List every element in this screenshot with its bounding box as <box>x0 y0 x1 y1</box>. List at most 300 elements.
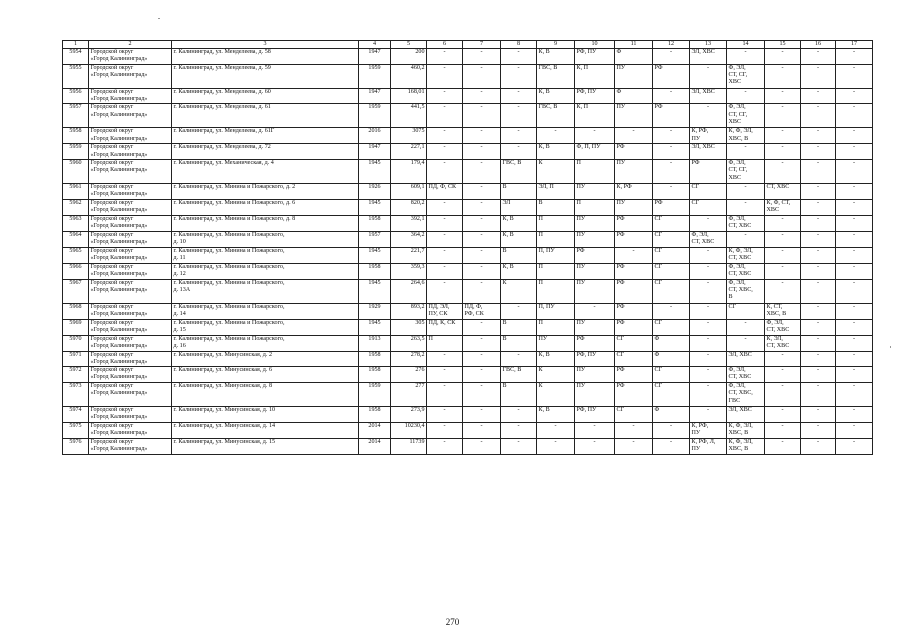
cell-col-1: 5968 <box>63 303 89 319</box>
cell-col-11: ПУ <box>615 159 653 183</box>
cell-col-9: - <box>537 438 575 454</box>
cell-col-10: К, П <box>575 104 615 128</box>
cell-col-15: - <box>765 407 801 423</box>
cell-col-11: СГ <box>615 407 653 423</box>
cell-col-10: Ф, П, ПУ <box>575 144 615 160</box>
cell-col-5: 277 <box>391 383 427 407</box>
cell-col-11: Ф <box>615 49 653 65</box>
cell-col-13: К, РФ, ПУ <box>690 422 727 438</box>
cell-col-4: 1958 <box>359 367 391 383</box>
cell-col-16: - <box>801 199 836 215</box>
cell-col-4: 1959 <box>359 104 391 128</box>
cell-col-1: 5955 <box>63 64 89 88</box>
cell-col-15: - <box>765 422 801 438</box>
cell-col-14: ЭЛ, ХВС <box>727 351 765 367</box>
cell-col-7: - <box>463 215 501 231</box>
cell-col-12: СГ <box>653 319 690 335</box>
cell-col-11: РФ <box>615 383 653 407</box>
cell-col-4: 1958 <box>359 407 391 423</box>
cell-col-12: - <box>653 159 690 183</box>
column-header-13: 13 <box>690 41 727 49</box>
cell-col-2: Городской округ «Город Калининград» <box>89 407 172 423</box>
cell-col-6: П <box>427 335 463 351</box>
cell-col-6: - <box>427 247 463 263</box>
cell-col-16: - <box>801 144 836 160</box>
cell-col-2: Городской округ «Город Калининград» <box>89 335 172 351</box>
cell-col-12: - <box>653 88 690 104</box>
cell-col-9: П <box>537 231 575 247</box>
cell-col-8: В <box>501 335 537 351</box>
cell-col-8: ЭЛ <box>501 199 537 215</box>
cell-col-7: - <box>463 407 501 423</box>
cell-col-3: г. Калининград, ул. Минина и Пожарского, д. 11 <box>172 247 359 263</box>
cell-col-9: - <box>537 422 575 438</box>
cell-col-3: г. Калининград, ул. Минусинская, д. 15 <box>172 438 359 454</box>
cell-col-2: Городской округ «Город Калининград» <box>89 104 172 128</box>
column-header-4: 4 <box>359 41 391 49</box>
cell-col-5: 227,1 <box>391 144 427 160</box>
cell-col-14: - <box>727 319 765 335</box>
cell-col-10: ПУ <box>575 367 615 383</box>
cell-col-4: 1959 <box>359 383 391 407</box>
cell-col-5: 3075 <box>391 128 427 144</box>
cell-col-13: К, РФ, ПУ <box>690 128 727 144</box>
cell-col-8: - <box>501 422 537 438</box>
cell-col-10: - <box>575 438 615 454</box>
cell-col-5: 359,3 <box>391 263 427 279</box>
cell-col-16: - <box>801 319 836 335</box>
cell-col-10: РФ, ПУ <box>575 49 615 65</box>
cell-col-16: - <box>801 215 836 231</box>
cell-col-11: - <box>615 422 653 438</box>
cell-col-17: - <box>836 215 873 231</box>
cell-col-2: Городской округ «Город Калининград» <box>89 438 172 454</box>
cell-col-9: К <box>537 383 575 407</box>
cell-col-14: - <box>727 231 765 247</box>
cell-col-12: РФ <box>653 199 690 215</box>
cell-col-7: - <box>463 49 501 65</box>
cell-col-11: - <box>615 128 653 144</box>
cell-col-15: Ф, ЭЛ, СТ, ХВС <box>765 319 801 335</box>
cell-col-16: - <box>801 247 836 263</box>
cell-col-3: г. Калининград, ул. Минина и Пожарского, д. 15 <box>172 319 359 335</box>
cell-col-1: 5960 <box>63 159 89 183</box>
cell-col-9: В <box>537 199 575 215</box>
cell-col-17: - <box>836 64 873 88</box>
housing-register-table <box>62 40 873 455</box>
cell-col-2: Городской округ «Город Калининград» <box>89 199 172 215</box>
cell-col-9: П <box>537 279 575 303</box>
cell-col-7: ПД, Ф, РФ, СК <box>463 303 501 319</box>
cell-col-4: 1913 <box>359 335 391 351</box>
cell-col-1: 5970 <box>63 335 89 351</box>
cell-col-17: - <box>836 49 873 65</box>
cell-col-10: ПУ <box>575 383 615 407</box>
cell-col-16: - <box>801 183 836 199</box>
table-row <box>63 183 873 199</box>
cell-col-7: - <box>463 231 501 247</box>
cell-col-13: РФ <box>690 159 727 183</box>
cell-col-17: - <box>836 231 873 247</box>
column-header-11: 11 <box>615 41 653 49</box>
cell-col-10: ПУ <box>575 319 615 335</box>
table-body <box>63 49 873 455</box>
cell-col-4: 1947 <box>359 88 391 104</box>
cell-col-11: РФ <box>615 303 653 319</box>
cell-col-1: 5959 <box>63 144 89 160</box>
cell-col-4: 2016 <box>359 128 391 144</box>
cell-col-10: К, П <box>575 64 615 88</box>
cell-col-17: - <box>836 159 873 183</box>
cell-col-4: 1958 <box>359 351 391 367</box>
cell-col-4: 1947 <box>359 49 391 65</box>
cell-col-9: П, ПУ <box>537 303 575 319</box>
cell-col-1: 5971 <box>63 351 89 367</box>
cell-col-2: Городской округ «Город Калининград» <box>89 351 172 367</box>
cell-col-11: ПУ <box>615 104 653 128</box>
cell-col-13: - <box>690 319 727 335</box>
cell-col-9: ГВС, В <box>537 104 575 128</box>
cell-col-1: 5963 <box>63 215 89 231</box>
cell-col-17: - <box>836 407 873 423</box>
cell-col-13: - <box>690 367 727 383</box>
cell-col-12: Ф <box>653 335 690 351</box>
cell-col-2: Городской округ «Город Калининград» <box>89 88 172 104</box>
table-row <box>63 422 873 438</box>
cell-col-16: - <box>801 407 836 423</box>
cell-col-1: 5976 <box>63 438 89 454</box>
cell-col-11: СГ <box>615 335 653 351</box>
cell-col-8: В <box>501 383 537 407</box>
cell-col-15: - <box>765 104 801 128</box>
cell-col-6: - <box>427 128 463 144</box>
cell-col-9: К <box>537 159 575 183</box>
cell-col-5: 460,2 <box>391 64 427 88</box>
cell-col-9: - <box>537 128 575 144</box>
cell-col-13: - <box>690 383 727 407</box>
cell-col-9: К, В <box>537 351 575 367</box>
table-row <box>63 367 873 383</box>
cell-col-14: СГ <box>727 303 765 319</box>
cell-col-1: 5962 <box>63 199 89 215</box>
cell-col-1: 5964 <box>63 231 89 247</box>
cell-col-13: К, РФ, Л, ПУ <box>690 438 727 454</box>
table-row <box>63 231 873 247</box>
table-row <box>63 104 873 128</box>
cell-col-9: ЭЛ, П <box>537 183 575 199</box>
cell-col-2: Городской округ «Город Калининград» <box>89 64 172 88</box>
cell-col-5: 10230,4 <box>391 422 427 438</box>
cell-col-2: Городской округ «Город Калининград» <box>89 247 172 263</box>
cell-col-12: СГ <box>653 279 690 303</box>
cell-col-15: - <box>765 88 801 104</box>
cell-col-8: - <box>501 64 537 88</box>
cell-col-3: г. Калининград, ул. Минусинская, д. 10 <box>172 407 359 423</box>
cell-col-15: - <box>765 367 801 383</box>
cell-col-15: - <box>765 64 801 88</box>
cell-col-4: 1958 <box>359 215 391 231</box>
cell-col-5: 264,6 <box>391 279 427 303</box>
cell-col-3: г. Калининград, ул. Минина и Пожарского, д. 14 <box>172 303 359 319</box>
cell-col-4: 1945 <box>359 199 391 215</box>
cell-col-6: - <box>427 64 463 88</box>
cell-col-13: Ф, ЭЛ, СТ, ХВС <box>690 231 727 247</box>
cell-col-11: ПУ <box>615 199 653 215</box>
cell-col-7: - <box>463 263 501 279</box>
cell-col-6: - <box>427 367 463 383</box>
cell-col-9: П <box>537 215 575 231</box>
cell-col-14: Ф, ЭЛ, СТ, ХВС <box>727 215 765 231</box>
cell-col-10: ПУ <box>575 231 615 247</box>
cell-col-5: 278,2 <box>391 351 427 367</box>
scan-speck <box>890 346 891 348</box>
cell-col-1: 5974 <box>63 407 89 423</box>
cell-col-2: Городской округ «Город Калининград» <box>89 49 172 65</box>
cell-col-7: - <box>463 335 501 351</box>
cell-col-16: - <box>801 367 836 383</box>
cell-col-2: Городской округ «Город Калининград» <box>89 303 172 319</box>
cell-col-12: - <box>653 438 690 454</box>
cell-col-14: - <box>727 88 765 104</box>
cell-col-6: - <box>427 104 463 128</box>
cell-col-6: - <box>427 351 463 367</box>
cell-col-10: - <box>575 128 615 144</box>
cell-col-1: 5975 <box>63 422 89 438</box>
cell-col-11: РФ <box>615 231 653 247</box>
cell-col-8: - <box>501 303 537 319</box>
cell-col-5: 820,2 <box>391 199 427 215</box>
cell-col-7: - <box>463 159 501 183</box>
cell-col-9: К, В <box>537 88 575 104</box>
scan-speck <box>158 18 160 19</box>
table-row <box>63 319 873 335</box>
cell-col-12: СГ <box>653 367 690 383</box>
cell-col-1: 5954 <box>63 49 89 65</box>
cell-col-10: ПУ <box>575 263 615 279</box>
cell-col-14: ЭЛ, ХВС <box>727 407 765 423</box>
cell-col-17: - <box>836 247 873 263</box>
cell-col-11: РФ <box>615 263 653 279</box>
cell-col-16: - <box>801 335 836 351</box>
cell-col-17: - <box>836 303 873 319</box>
cell-col-5: 221,7 <box>391 247 427 263</box>
cell-col-4: 1945 <box>359 279 391 303</box>
cell-col-7: - <box>463 88 501 104</box>
cell-col-4: 1929 <box>359 303 391 319</box>
table-row <box>63 407 873 423</box>
cell-col-10: - <box>575 303 615 319</box>
cell-col-14: Ф, ЭЛ, СТ, СГ, ХВС <box>727 104 765 128</box>
cell-col-6: - <box>427 88 463 104</box>
cell-col-1: 5957 <box>63 104 89 128</box>
cell-col-8: В <box>501 319 537 335</box>
cell-col-10: П <box>575 199 615 215</box>
cell-col-6: ПД, ЭЛ, ПУ, СК <box>427 303 463 319</box>
cell-col-8: К, В <box>501 263 537 279</box>
cell-col-6: - <box>427 383 463 407</box>
cell-col-10: РФ, ПУ <box>575 88 615 104</box>
cell-col-3: г. Калининград, ул. Минусинская, д. 6 <box>172 367 359 383</box>
cell-col-15: К, Ф, СТ, ХВС <box>765 199 801 215</box>
cell-col-17: - <box>836 422 873 438</box>
cell-col-11: - <box>615 247 653 263</box>
cell-col-15: - <box>765 438 801 454</box>
cell-col-9: К, В <box>537 49 575 65</box>
cell-col-1: 5961 <box>63 183 89 199</box>
cell-col-5: 179,4 <box>391 159 427 183</box>
cell-col-6: - <box>427 144 463 160</box>
cell-col-3: г. Калининград, ул. Минина и Пожарского, д. 6 <box>172 199 359 215</box>
cell-col-8: - <box>501 351 537 367</box>
cell-col-4: 2014 <box>359 422 391 438</box>
cell-col-17: - <box>836 438 873 454</box>
cell-col-12: - <box>653 422 690 438</box>
cell-col-13: - <box>690 247 727 263</box>
cell-col-11: Ф <box>615 88 653 104</box>
cell-col-17: - <box>836 279 873 303</box>
cell-col-7: - <box>463 183 501 199</box>
cell-col-5: 893,2 <box>391 303 427 319</box>
cell-col-12: Ф <box>653 351 690 367</box>
cell-col-17: - <box>836 104 873 128</box>
cell-col-1: 5969 <box>63 319 89 335</box>
cell-col-12: - <box>653 303 690 319</box>
cell-col-14: Ф, ЭЛ, СТ, ХВС <box>727 263 765 279</box>
cell-col-7: - <box>463 199 501 215</box>
cell-col-5: 200 <box>391 49 427 65</box>
cell-col-2: Городской округ «Город Калининград» <box>89 383 172 407</box>
cell-col-13: - <box>690 279 727 303</box>
table-row <box>63 215 873 231</box>
cell-col-11: РФ <box>615 215 653 231</box>
cell-col-12: Ф <box>653 407 690 423</box>
cell-col-6: - <box>427 231 463 247</box>
cell-col-15: - <box>765 263 801 279</box>
cell-col-1: 5967 <box>63 279 89 303</box>
cell-col-14: К, Ф, ЭЛ, СТ, ХВС <box>727 247 765 263</box>
cell-col-2: Городской округ «Город Калининград» <box>89 128 172 144</box>
cell-col-16: - <box>801 159 836 183</box>
cell-col-15: - <box>765 247 801 263</box>
cell-col-5: 364,2 <box>391 231 427 247</box>
cell-col-4: 1945 <box>359 319 391 335</box>
column-header-17: 17 <box>836 41 873 49</box>
cell-col-17: - <box>836 335 873 351</box>
cell-col-2: Городской округ «Город Калининград» <box>89 263 172 279</box>
cell-col-11: РФ <box>615 319 653 335</box>
cell-col-3: г. Калининград, ул. Менделеева, д. 61Г <box>172 128 359 144</box>
cell-col-7: - <box>463 247 501 263</box>
cell-col-9: К, В <box>537 407 575 423</box>
cell-col-13: СГ <box>690 199 727 215</box>
cell-col-1: 5973 <box>63 383 89 407</box>
cell-col-3: г. Калининград, ул. Менделеева, д. 61 <box>172 104 359 128</box>
cell-col-13: ЭЛ, ХВС <box>690 88 727 104</box>
cell-col-4: 2014 <box>359 438 391 454</box>
cell-col-2: Городской округ «Город Калининград» <box>89 279 172 303</box>
column-number-header-row <box>63 41 873 49</box>
cell-col-9: ГВС, В <box>537 64 575 88</box>
cell-col-15: - <box>765 231 801 247</box>
cell-col-6: - <box>427 438 463 454</box>
cell-col-15: - <box>765 383 801 407</box>
cell-col-12: СГ <box>653 215 690 231</box>
cell-col-10: РФ, ПУ <box>575 407 615 423</box>
cell-col-6: - <box>427 49 463 65</box>
cell-col-14: К, Ф, ЭЛ, ХВС, В <box>727 422 765 438</box>
cell-col-2: Городской округ «Город Калининград» <box>89 422 172 438</box>
cell-col-3: г. Калининград, ул. Менделеева, д. 72 <box>172 144 359 160</box>
cell-col-16: - <box>801 128 836 144</box>
column-header-16: 16 <box>801 41 836 49</box>
cell-col-17: - <box>836 183 873 199</box>
cell-col-6: - <box>427 407 463 423</box>
table-row <box>63 128 873 144</box>
column-header-8: 8 <box>501 41 537 49</box>
cell-col-3: г. Калининград, ул. Менделеева, д. 58 <box>172 49 359 65</box>
cell-col-3: г. Калининград, ул. Минина и Пожарского, д. 16 <box>172 335 359 351</box>
cell-col-7: - <box>463 104 501 128</box>
table-row <box>63 159 873 183</box>
cell-col-17: - <box>836 88 873 104</box>
cell-col-10: ПУ <box>575 183 615 199</box>
cell-col-15: - <box>765 159 801 183</box>
cell-col-11: РФ <box>615 367 653 383</box>
table-row <box>63 279 873 303</box>
cell-col-8: - <box>501 128 537 144</box>
cell-col-12: - <box>653 183 690 199</box>
cell-col-6: - <box>427 215 463 231</box>
cell-col-5: 305 <box>391 319 427 335</box>
cell-col-9: П <box>537 319 575 335</box>
cell-col-10: П <box>575 159 615 183</box>
cell-col-6: - <box>427 422 463 438</box>
cell-col-17: - <box>836 319 873 335</box>
table-row <box>63 199 873 215</box>
cell-col-16: - <box>801 231 836 247</box>
column-header-12: 12 <box>653 41 690 49</box>
cell-col-7: - <box>463 367 501 383</box>
cell-col-14: К, Ф, ЭЛ, ХВС, В <box>727 438 765 454</box>
cell-col-8: - <box>501 438 537 454</box>
cell-col-5: 11739 <box>391 438 427 454</box>
cell-col-8: В <box>501 183 537 199</box>
cell-col-3: г. Калининград, ул. Минина и Пожарского, д. 8 <box>172 215 359 231</box>
cell-col-7: - <box>463 279 501 303</box>
cell-col-17: - <box>836 128 873 144</box>
cell-col-16: - <box>801 351 836 367</box>
cell-col-17: - <box>836 367 873 383</box>
cell-col-3: г. Калининград, ул. Минина и Пожарского, д. 13А <box>172 279 359 303</box>
table-row <box>63 49 873 65</box>
cell-col-16: - <box>801 49 836 65</box>
cell-col-16: - <box>801 383 836 407</box>
cell-col-13: - <box>690 215 727 231</box>
cell-col-1: 5966 <box>63 263 89 279</box>
cell-col-12: - <box>653 49 690 65</box>
cell-col-7: - <box>463 438 501 454</box>
cell-col-7: - <box>463 351 501 367</box>
cell-col-11: РФ <box>615 144 653 160</box>
cell-col-13: - <box>690 351 727 367</box>
table-row <box>63 263 873 279</box>
table-row <box>63 247 873 263</box>
cell-col-5: 263,5 <box>391 335 427 351</box>
cell-col-4: 1947 <box>359 144 391 160</box>
column-header-2: 2 <box>89 41 172 49</box>
cell-col-9: К, В <box>537 144 575 160</box>
cell-col-17: - <box>836 263 873 279</box>
